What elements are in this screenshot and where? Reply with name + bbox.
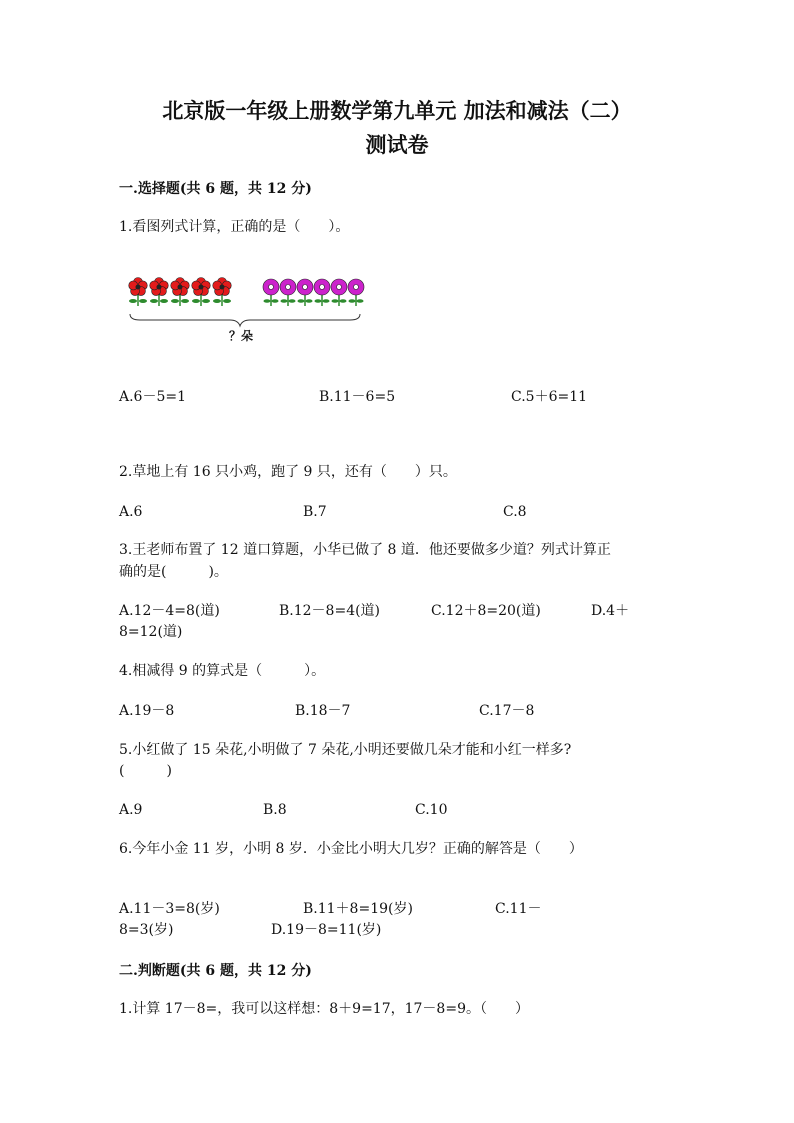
- q5-option-a[interactable]: A.9: [119, 802, 143, 818]
- q5-option-b[interactable]: B.8: [263, 802, 287, 818]
- q4-option-c[interactable]: C.17－8: [479, 703, 535, 719]
- red-flower-icon: [171, 278, 190, 307]
- magenta-flower-icon: [348, 279, 364, 306]
- flowers-illustration: [126, 270, 366, 350]
- q1-option-c[interactable]: C.5＋6=11: [511, 389, 588, 405]
- figure-label: ？朵: [229, 329, 254, 343]
- q6-option-c[interactable]: C.11－: [495, 901, 542, 917]
- q3-option-d-continued[interactable]: 8=12(道): [119, 624, 183, 640]
- magenta-flower-icon: [280, 279, 296, 306]
- q3-option-a[interactable]: A.12－4=8(道): [119, 603, 220, 619]
- q3-option-d[interactable]: D.4＋: [591, 603, 630, 619]
- red-flower-icon: [150, 278, 169, 307]
- question-6-text: 6.今年小金 11 岁，小明 8 岁．小金比小明大几岁？正确的解答是（ ）: [119, 841, 583, 857]
- section-heading-choice: 一.选择题(共 6 题，共 12 分): [119, 181, 312, 197]
- question-5-text-line2: ( ): [119, 763, 172, 779]
- q2-option-c[interactable]: C.8: [503, 504, 527, 520]
- magenta-flower-icon: [314, 279, 330, 306]
- q3-option-b[interactable]: B.12－8=4(道): [279, 603, 381, 619]
- magenta-flower-icon: [331, 279, 347, 306]
- q2-option-a[interactable]: A.6: [119, 504, 143, 520]
- section-heading-judgement: 二.判断题(共 6 题，共 12 分): [119, 963, 312, 979]
- q3-option-c[interactable]: C.12＋8=20(道): [431, 603, 541, 619]
- q1-option-a[interactable]: A.6－5=1: [119, 389, 187, 405]
- q1-option-b[interactable]: B.11－6=5: [319, 389, 396, 405]
- document-subtitle: 测试卷: [365, 132, 429, 157]
- q6-option-d[interactable]: D.19－8=11(岁): [271, 922, 382, 938]
- q4-option-a[interactable]: A.19－8: [119, 703, 175, 719]
- red-flower-icon: [213, 278, 232, 307]
- question-5-text-line1: 5.小红做了 15 朵花,小明做了 7 朵花,小明还要做几朵才能和小红一样多?: [119, 742, 572, 758]
- q6-option-a[interactable]: A.11－3=8(岁): [119, 901, 220, 917]
- question-4-text: 4.相减得 9 的算式是（ ）。: [119, 663, 326, 679]
- red-flower-icon: [129, 278, 148, 307]
- red-flowers-group: [129, 278, 232, 307]
- question-3-text-line1: 3.王老师布置了 12 道口算题，小华已做了 8 道．他还要做多少道？列式计算正: [119, 542, 611, 558]
- question-3-text-line2: 确的是( )。: [119, 564, 228, 580]
- judgement-question-1-text: 1.计算 17－8=，我可以这样想：8＋9=17，17－8=9。（ ）: [119, 1001, 529, 1017]
- red-flower-icon: [192, 278, 211, 307]
- document-title: 北京版一年级上册数学第九单元 加法和减法（二）: [162, 98, 632, 123]
- magenta-flower-icon: [263, 279, 279, 306]
- q5-option-c[interactable]: C.10: [415, 802, 448, 818]
- brace-icon: [130, 314, 360, 326]
- magenta-flower-icon: [297, 279, 313, 306]
- question-1-text: 1.看图列式计算，正确的是（ ）。: [119, 219, 350, 235]
- q6-option-b[interactable]: B.11＋8=19(岁): [303, 901, 413, 917]
- q2-option-b[interactable]: B.7: [303, 504, 327, 520]
- q6-option-c-continued[interactable]: 8=3(岁): [119, 922, 174, 938]
- q4-option-b[interactable]: B.18－7: [295, 703, 351, 719]
- question-2-text: 2.草地上有 16 只小鸡，跑了 9 只，还有（ ）只。: [119, 464, 457, 480]
- magenta-flowers-group: [263, 279, 364, 306]
